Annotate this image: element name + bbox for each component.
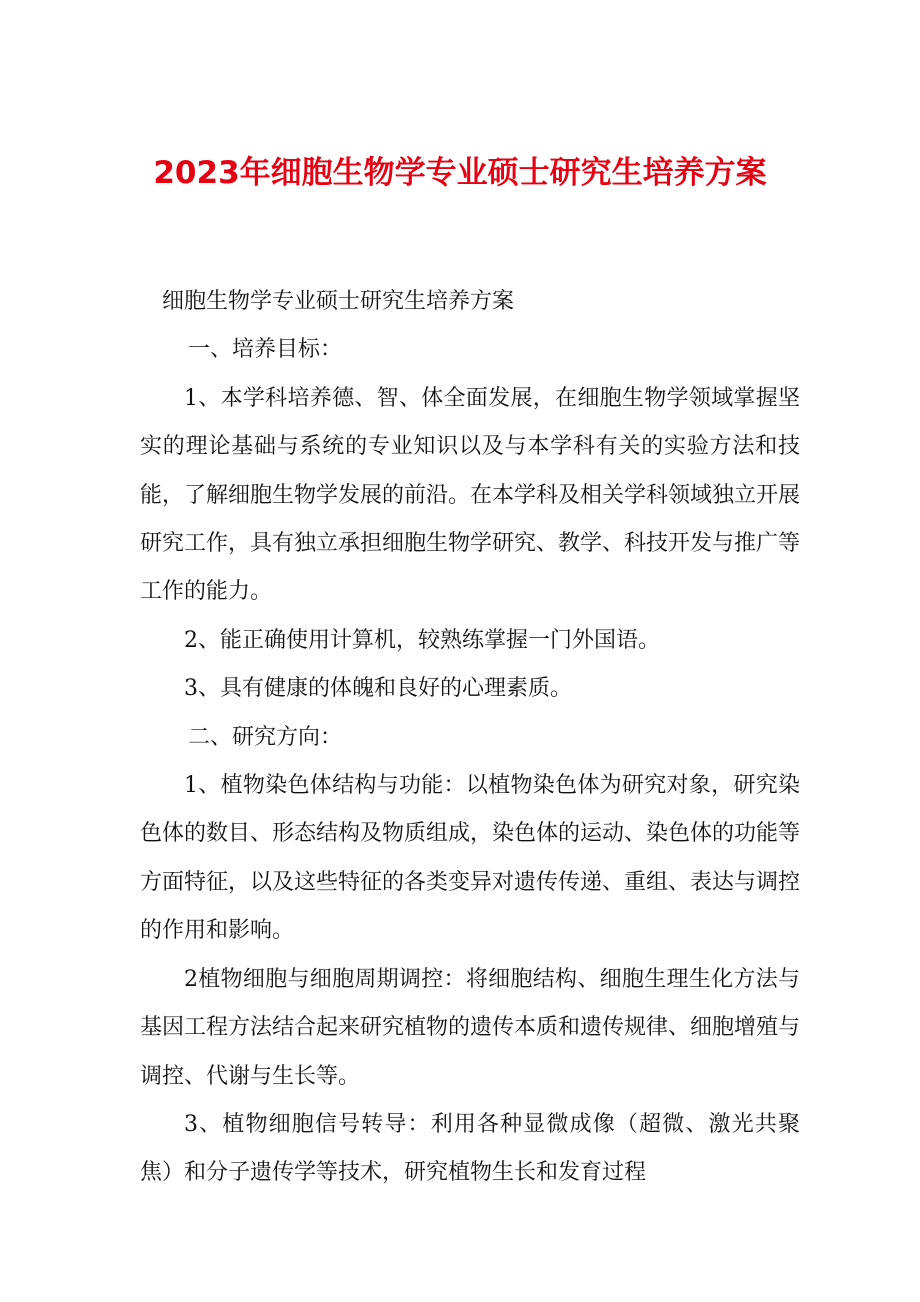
objective-paragraph-2: 2、能正确使用计算机，较熟练掌握一门外国语。: [184, 627, 660, 653]
section-heading-research-directions: 二、研究方向：: [188, 724, 343, 750]
research-direction-paragraph-1: 1、植物染色体结构与功能：以植物染色体为研究对象，研究染色体的数目、形态结构及物质组成，染色体的运动、染色体的功能等方面特征，以及这些特征的各类变异对遗传传递、重组、表达与调控的作用和影响。: [140, 773, 801, 944]
section-heading-objectives: 一、培养目标：: [188, 337, 343, 363]
document-title: 2023年细胞生物学专业硕士研究生培养方案: [153, 155, 767, 191]
objective-paragraph-1: 1、本学科培养德、智、体全面发展，在细胞生物学领域掌握坚实的理论基础与系统的专业知识以及与本学科有关的实验方法和技能，了解细胞生物学发展的前沿。在本学科及相关学科领域独立开展研究工作，具有独立承担细胞生物学研究、教学、科技开发与推广等工作的能力。: [140, 385, 801, 605]
research-direction-paragraph-2: 2植物细胞与细胞周期调控：将细胞结构、细胞生理生化方法与基因工程方法结合起来研究植物的遗传本质和遗传规律、细胞增殖与调控、代谢与生长等。: [140, 966, 801, 1089]
document-body: [140, 278, 800, 1198]
research-direction-paragraph-3: 3、植物细胞信号转导：利用各种显微成像（超微、激光共聚焦）和分子遗传学等技术，研究植物生长和发育过程: [140, 1111, 800, 1186]
document-subtitle: 细胞生物学专业硕士研究生培养方案: [162, 289, 515, 314]
objective-paragraph-3: 3、具有健康的体魄和良好的心理素质。: [184, 676, 572, 702]
